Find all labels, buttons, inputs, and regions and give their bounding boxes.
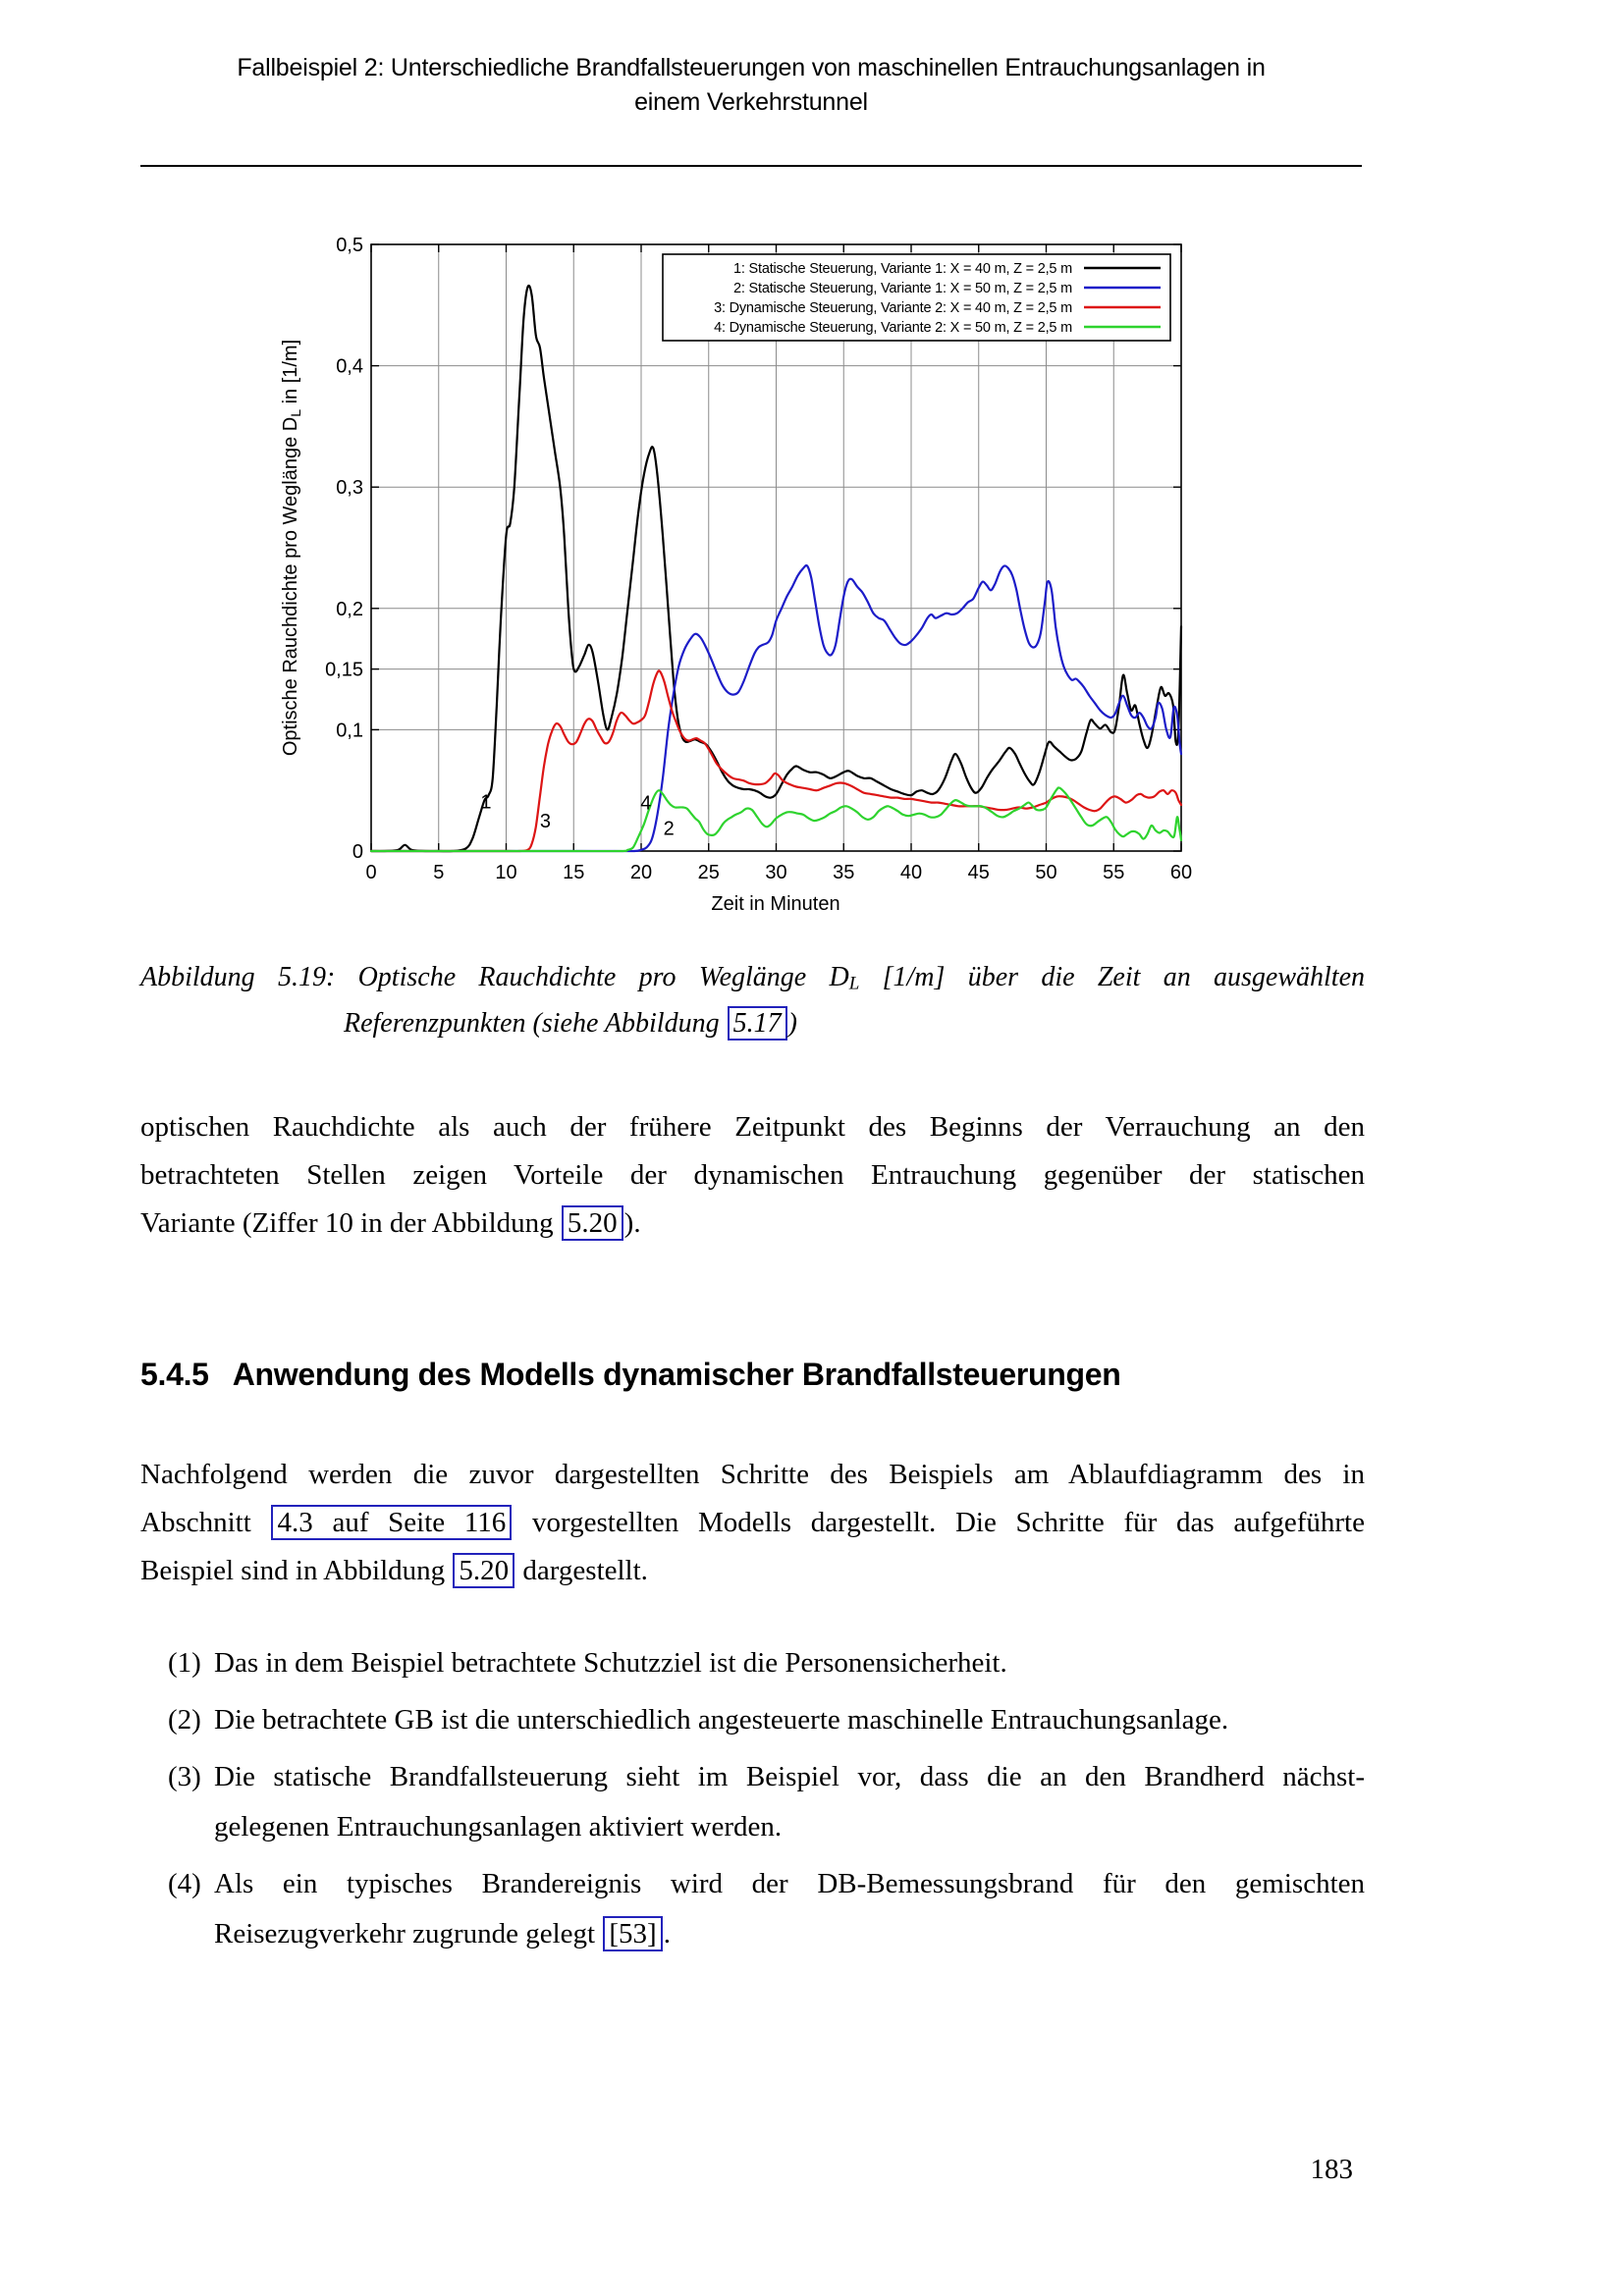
list-item-text: Das in dem Beispiel betrachtete Schutzziel ist die Personensicherheit. [214, 1647, 1007, 1679]
svg-text:50: 50 [1035, 862, 1057, 883]
paragraph-text: dargestellt. [515, 1555, 648, 1586]
figure-caption-line2 [140, 1003, 1365, 1043]
y-axis-title: Optische Rauchdichte pro Weglänge $D_L$ in [1/m] [280, 339, 303, 757]
svg-text:15: 15 [563, 862, 585, 883]
svg-text:60: 60 [1169, 862, 1193, 883]
figure-ref-link[interactable]: 5.17 [728, 1006, 787, 1041]
paragraph-line [140, 1200, 1365, 1248]
list-item-text: Die betrachtete GB ist die unterschiedlich angesteuerte maschinelle Entrauchungsanlage. [214, 1704, 1229, 1735]
caption-text: ) [787, 1008, 797, 1040]
svg-text:0,2: 0,2 [336, 598, 363, 620]
paragraph-text: Beispiel sind in Abbildung [140, 1555, 453, 1586]
svg-text:1: 1 [480, 791, 492, 814]
list-item [140, 1859, 1365, 1959]
paragraph-text: ). [623, 1207, 641, 1239]
svg-text:4: Dynamische Steuerung, Varia: 4: Dynamische Steuerung, Variante 2: X = 50 m, Z = 2,5 m [714, 320, 1072, 336]
chart-plot [325, 235, 1192, 883]
svg-text:40: 40 [899, 862, 923, 883]
svg-text:0,3: 0,3 [336, 477, 363, 500]
list-item-number: (3) [168, 1761, 201, 1792]
svg-text:10: 10 [495, 862, 517, 883]
x-axis-title: Zeit in Minuten [711, 893, 840, 915]
svg-text:2: Statische Steuerung, Varian: 2: Statische Steuerung, Variante 1: X = 50 m, Z = 2,5 m [733, 281, 1072, 296]
ordered-list [140, 1638, 1365, 1966]
body-paragraph-1 [140, 1103, 1365, 1248]
list-item [140, 1695, 1365, 1745]
section-heading [140, 1357, 1121, 1393]
caption-text: Abbildung 5.19: Optische Rauchdichte pro Weglänge D [140, 962, 849, 992]
list-item-text-part: . [663, 1918, 671, 1949]
chart-svg [275, 226, 1198, 923]
svg-text:0,5: 0,5 [336, 235, 363, 256]
list-item [140, 1638, 1365, 1688]
svg-text:25: 25 [697, 862, 720, 883]
svg-text:0: 0 [352, 841, 363, 863]
list-item-text: Die statische Brandfallsteuerung sieht im Beispiel vor, dass die an den Brandherd nächst- [214, 1761, 1365, 1792]
svg-text:20: 20 [629, 862, 653, 883]
svg-text:4: 4 [640, 792, 652, 815]
paragraph-line [140, 1499, 1365, 1547]
list-item-number: (4) [168, 1868, 201, 1899]
svg-text:0,15: 0,15 [325, 659, 363, 681]
list-item [140, 1752, 1365, 1852]
section-number: 5.4.5 [140, 1357, 209, 1392]
list-item-text-part: Reisezugverkehr zugrunde gelegt [214, 1918, 603, 1949]
svg-text:1: Statische Steuerung, Varian: 1: Statische Steuerung, Variante 1: X = 40 m, Z = 2,5 m [733, 261, 1072, 277]
svg-text:3: Dynamische Steuerung, Varia: 3: Dynamische Steuerung, Variante 2: X = 40 m, Z = 2,5 m [714, 300, 1072, 316]
paragraph-line [140, 1547, 1365, 1595]
svg-text:35: 35 [833, 862, 855, 883]
section-title: Anwendung des Modells dynamischer Brandfallsteuerungen [232, 1357, 1121, 1392]
list-item-number: (2) [168, 1704, 201, 1735]
paragraph-line: optischen Rauchdichte als auch der frühere Zeitpunkt des Beginns der Verrauchung an den [140, 1111, 1365, 1143]
svg-text:5: 5 [433, 862, 445, 883]
paragraph-line: betrachteten Stellen zeigen Vorteile der dynamischen Entrauchung gegenüber der statischen [140, 1159, 1365, 1191]
figure-ref-link[interactable]: 5.20 [453, 1553, 514, 1588]
running-header-line2: einem Verkehrstunnel [634, 88, 868, 116]
page-number: 183 [1310, 2154, 1353, 2185]
list-item-text: Als ein typisches Brandereignis wird der DB-Bemessungsbrand für den gemischten [214, 1868, 1365, 1899]
figure-caption-line1 [140, 957, 1365, 1003]
svg-text:2: 2 [663, 818, 675, 840]
figure-caption [140, 957, 1365, 1043]
svg-text:0: 0 [365, 862, 377, 883]
caption-text: Referenzpunkten (siehe Abbildung [344, 1008, 727, 1040]
svg-text:30: 30 [765, 862, 787, 883]
list-item-text [214, 1909, 1365, 1959]
paragraph-text: vorgestellten Modells dargestellt. Die Schritte für das aufgeführte [513, 1507, 1365, 1538]
list-item-number: (1) [168, 1647, 201, 1679]
running-header-line1: Fallbeispiel 2: Unterschiedliche Brandfallsteuerungen von maschinellen Entrauchungsanlagen in [237, 54, 1266, 81]
citation-link[interactable]: [53] [603, 1916, 662, 1951]
list-item-text: gelegenen Entrauchungsanlagen aktiviert werden. [214, 1811, 783, 1842]
svg-text:3: 3 [539, 811, 551, 833]
header-rule [140, 165, 1362, 167]
svg-text:0,1: 0,1 [336, 720, 363, 742]
paragraph-text: Abschnitt [140, 1507, 271, 1538]
figure-ref-link[interactable]: 5.20 [562, 1205, 623, 1241]
svg-text:55: 55 [1103, 862, 1125, 883]
running-header [140, 51, 1362, 120]
caption-subscript: L [848, 973, 860, 994]
paragraph-line: Nachfolgend werden die zuvor dargestellten Schritte des Beispiels am Ablaufdiagramm des in [140, 1459, 1365, 1490]
body-paragraph-2 [140, 1451, 1365, 1595]
svg-text:0,4: 0,4 [336, 355, 363, 378]
caption-text: [1/m] über die Zeit an ausgewählten [859, 962, 1365, 992]
section-ref-link[interactable]: 4.3 auf Seite 116 [271, 1505, 512, 1540]
svg-text:45: 45 [967, 862, 990, 883]
paragraph-text: Variante (Ziffer 10 in der Abbildung [140, 1207, 561, 1239]
